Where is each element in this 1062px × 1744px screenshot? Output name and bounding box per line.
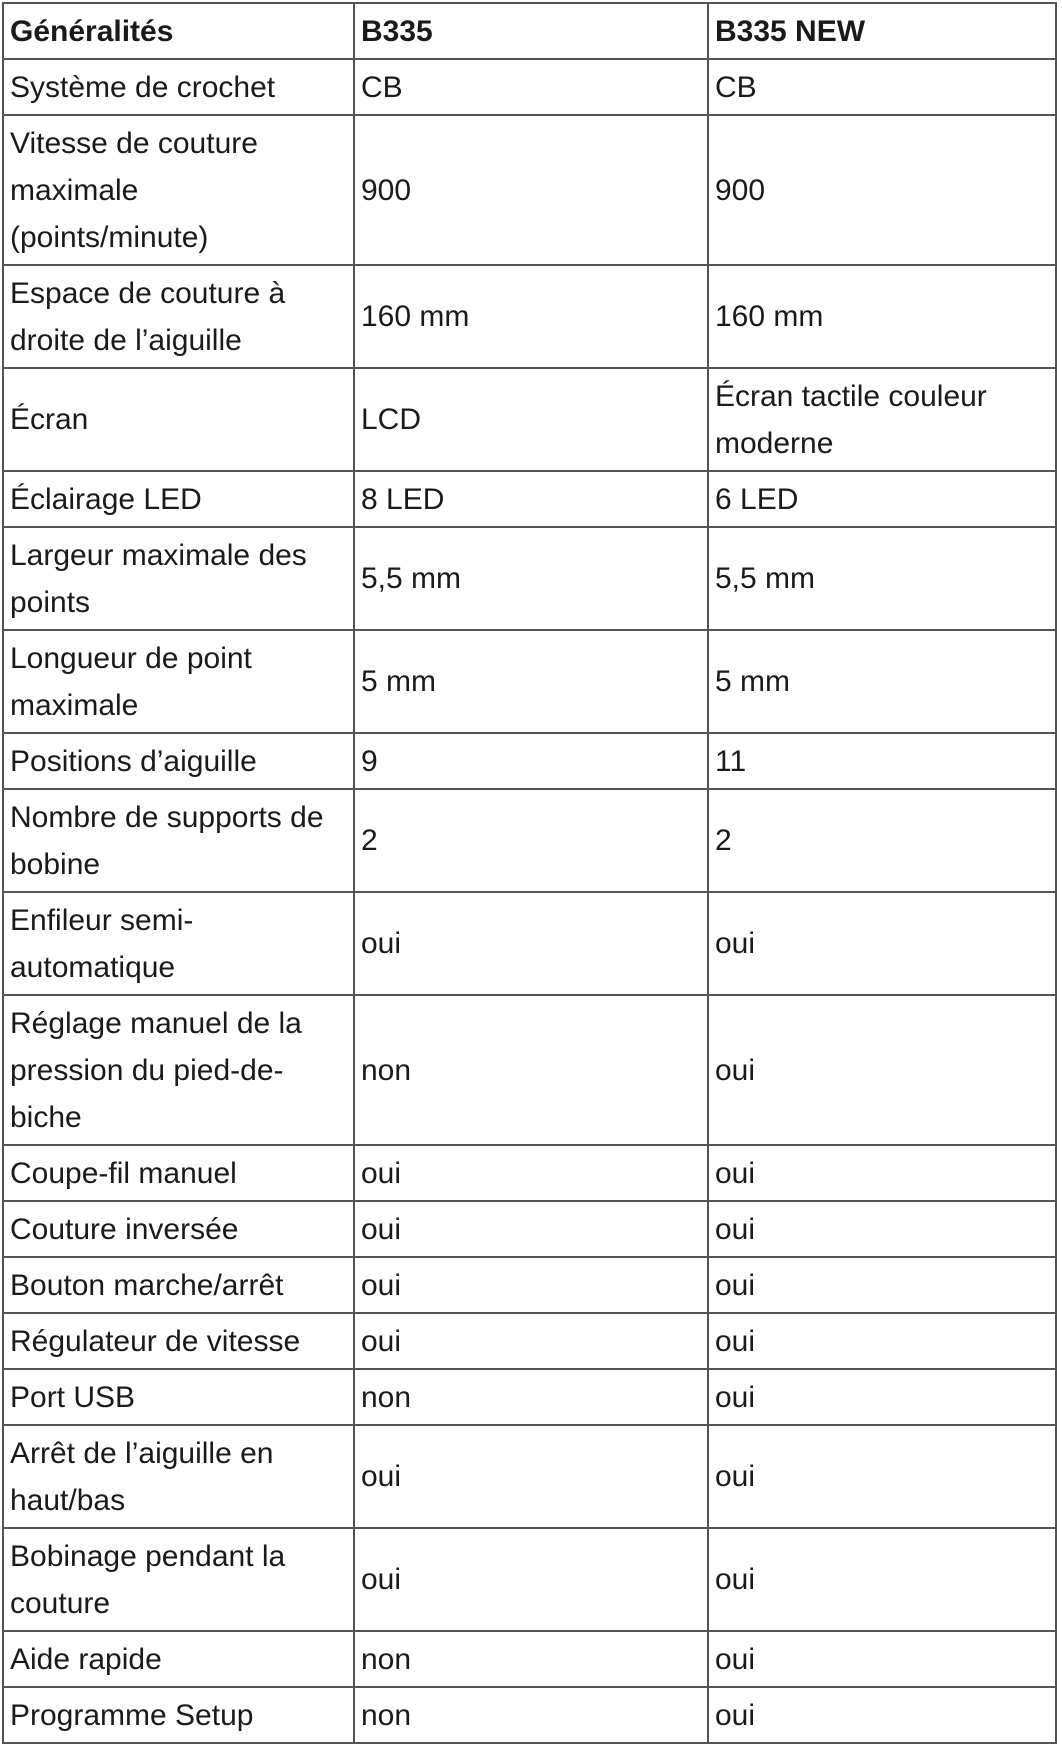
row-label-cell: Positions d’aiguille <box>3 733 354 789</box>
column-header-b335-new: B335 NEW <box>708 3 1056 59</box>
b335-value-cell: CB <box>354 59 708 115</box>
row-label-cell: Réglage manuel de la pression du pied-de-biche <box>3 995 354 1145</box>
row-label-cell: Système de crochet <box>3 59 354 115</box>
b335-value-cell: oui <box>354 1201 708 1257</box>
row-label-cell: Arrêt de l’aiguille en haut/bas <box>3 1425 354 1528</box>
b335-new-value-cell: Écran tactile couleur moderne <box>708 368 1056 471</box>
table-row <box>3 1145 1056 1201</box>
b335-value-cell: oui <box>354 1145 708 1201</box>
table-row <box>3 265 1056 368</box>
table-row <box>3 527 1056 630</box>
row-label-cell: Vitesse de couture maximale (points/minute) <box>3 115 354 265</box>
row-label-cell: Régulateur de vitesse <box>3 1313 354 1369</box>
b335-new-value-cell: 6 LED <box>708 471 1056 527</box>
row-label-cell: Coupe-fil manuel <box>3 1145 354 1201</box>
row-label-cell: Nombre de supports de bobine <box>3 789 354 892</box>
table-row <box>3 1369 1056 1425</box>
b335-value-cell: 160 mm <box>354 265 708 368</box>
b335-new-value-cell: oui <box>708 1201 1056 1257</box>
table-row <box>3 1687 1056 1743</box>
b335-value-cell: non <box>354 1631 708 1687</box>
b335-new-value-cell: 5 mm <box>708 630 1056 733</box>
b335-new-value-cell: oui <box>708 1257 1056 1313</box>
b335-new-value-cell: 2 <box>708 789 1056 892</box>
b335-value-cell: oui <box>354 1425 708 1528</box>
row-label-cell: Aide rapide <box>3 1631 354 1687</box>
table-row <box>3 1257 1056 1313</box>
row-label-cell: Éclairage LED <box>3 471 354 527</box>
row-label-cell: Bouton marche/arrêt <box>3 1257 354 1313</box>
b335-value-cell: non <box>354 995 708 1145</box>
row-label-cell: Écran <box>3 368 354 471</box>
table-body <box>3 59 1056 1743</box>
row-label-cell: Enfileur semi-automatique <box>3 892 354 995</box>
table-row <box>3 892 1056 995</box>
b335-new-value-cell: oui <box>708 995 1056 1145</box>
spec-comparison-table <box>2 2 1057 1744</box>
b335-value-cell: 9 <box>354 733 708 789</box>
table-row <box>3 1201 1056 1257</box>
table-row <box>3 368 1056 471</box>
b335-new-value-cell: 900 <box>708 115 1056 265</box>
b335-new-value-cell: oui <box>708 1313 1056 1369</box>
table-row <box>3 1631 1056 1687</box>
table-row <box>3 1528 1056 1631</box>
row-label-cell: Bobinage pendant la couture <box>3 1528 354 1631</box>
row-label-cell: Programme Setup <box>3 1687 354 1743</box>
b335-value-cell: LCD <box>354 368 708 471</box>
table-row <box>3 471 1056 527</box>
b335-value-cell: oui <box>354 1257 708 1313</box>
b335-new-value-cell: 11 <box>708 733 1056 789</box>
row-label-cell: Couture inversée <box>3 1201 354 1257</box>
row-label-cell: Largeur maximale des points <box>3 527 354 630</box>
b335-new-value-cell: oui <box>708 1631 1056 1687</box>
b335-new-value-cell: oui <box>708 1369 1056 1425</box>
b335-new-value-cell: oui <box>708 1425 1056 1528</box>
b335-value-cell: 900 <box>354 115 708 265</box>
table-row <box>3 1313 1056 1369</box>
b335-new-value-cell: oui <box>708 892 1056 995</box>
b335-new-value-cell: 160 mm <box>708 265 1056 368</box>
b335-value-cell: oui <box>354 1528 708 1631</box>
b335-value-cell: non <box>354 1687 708 1743</box>
table-row <box>3 995 1056 1145</box>
table-row <box>3 630 1056 733</box>
b335-new-value-cell: CB <box>708 59 1056 115</box>
row-label-cell: Port USB <box>3 1369 354 1425</box>
table-header <box>3 3 1056 59</box>
b335-new-value-cell: oui <box>708 1687 1056 1743</box>
column-header-generalites: Généralités <box>3 3 354 59</box>
b335-new-value-cell: 5,5 mm <box>708 527 1056 630</box>
table-row <box>3 59 1056 115</box>
column-header-b335: B335 <box>354 3 708 59</box>
table-row <box>3 1425 1056 1528</box>
b335-value-cell: 2 <box>354 789 708 892</box>
b335-new-value-cell: oui <box>708 1528 1056 1631</box>
b335-value-cell: 5 mm <box>354 630 708 733</box>
table-row <box>3 789 1056 892</box>
b335-value-cell: 5,5 mm <box>354 527 708 630</box>
b335-value-cell: oui <box>354 892 708 995</box>
b335-new-value-cell: oui <box>708 1145 1056 1201</box>
b335-value-cell: oui <box>354 1313 708 1369</box>
table-row <box>3 115 1056 265</box>
table-header-row <box>3 3 1056 59</box>
table-row <box>3 733 1056 789</box>
row-label-cell: Espace de couture à droite de l’aiguille <box>3 265 354 368</box>
b335-value-cell: non <box>354 1369 708 1425</box>
row-label-cell: Longueur de point maximale <box>3 630 354 733</box>
b335-value-cell: 8 LED <box>354 471 708 527</box>
